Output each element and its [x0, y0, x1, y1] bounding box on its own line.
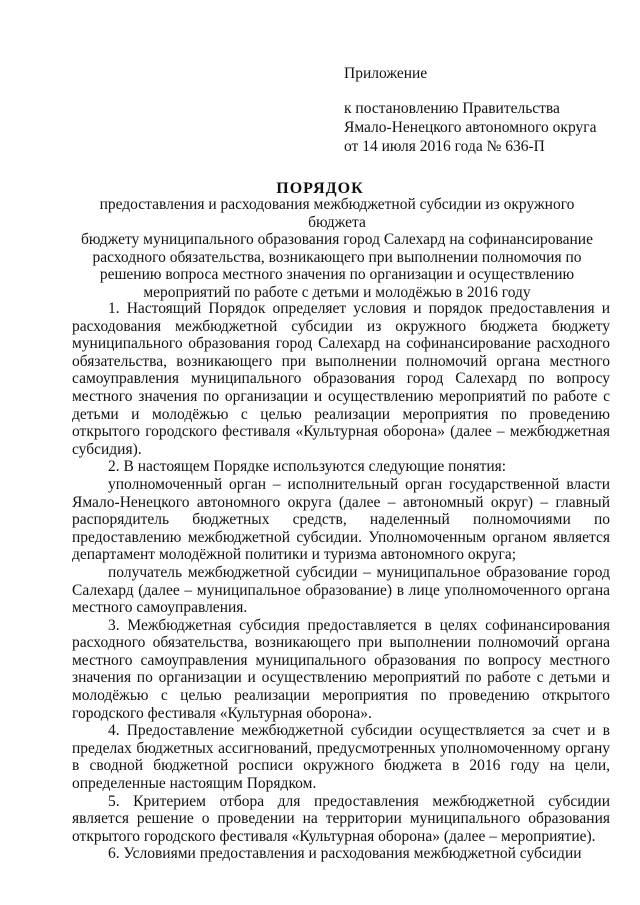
- appendix-region: Ямало-Ненецкого автономного округа: [344, 119, 597, 136]
- document-body: [72, 300, 610, 863]
- appendix-block: [344, 64, 596, 156]
- paragraph-3: 3. Межбюджетная субсидия предоставляется в целях софинансирования расходного обязательства, возникающего при выполнении полномочий органа местного самоуправления муниципального образования по вопросу местного значения по организации и осуществлению мероприятий по работе с детьми и молодёжью с целью реализации мероприятия по проведению открытого городского фестиваля «Культурная оборона».: [72, 616, 610, 722]
- definition-recipient: получатель межбюджетной субсидии – муниципальное образование город Салехард (далее – муниципальное образование) в лице уполномоченного органа местного самоуправления.: [72, 563, 610, 617]
- paragraph-6: 6. Условиями предоставления и расходования межбюджетной субсидии: [108, 845, 582, 863]
- subtitle-line: бюджету муниципального образования город Салехард на софинансирование: [81, 231, 593, 249]
- subtitle-line: решению вопроса местного значения по организации и осуществлению: [99, 266, 575, 284]
- definition-authorized-body: уполномоченный орган – исполнительный орган государственной власти Ямало-Ненецкого автономного округа (далее – автономный округ) – главный распорядитель бюджетных средств, наделенный полномочиями по предоставлению межбюджетной субсидии. Уполномоченным органом является департамент молодёжной политики и туризма автономного округа;: [72, 475, 610, 564]
- subtitle-line: предоставления и расходования межбюджетной субсидии из окружного бюджета: [99, 196, 575, 231]
- paragraph-2: 2. В настоящем Порядке используются следующие понятия:: [108, 458, 507, 476]
- subtitle-line: мероприятий по работе с детьми и молодёжью в 2016 году: [143, 283, 531, 301]
- appendix-heading: Приложение: [344, 65, 428, 82]
- paragraph-5: 5. Критерием отбора для предоставления межбюджетной субсидии является решение о проведении на территории муниципального образования открытого городского фестиваля «Культурная оборона» (далее – мероприятие).: [72, 792, 610, 845]
- document-title: ПОРЯДОК: [276, 180, 364, 197]
- document-subtitle: [72, 196, 602, 302]
- subtitle-line: расходного обязательства, возникающего при выполнении полномочия по: [92, 248, 582, 266]
- appendix-date-number: от 14 июля 2016 года № 636-П: [344, 138, 545, 155]
- paragraph-4: 4. Предоставление межбюджетной субсидии осуществляется за счет и в пределах бюджетных ассигнований, предусмотренных уполномоченному органу в сводной бюджетной росписи окружного бюджета в 2016 году на цели, определенные настоящим Порядком.: [72, 722, 610, 793]
- appendix-reference: к постановлению Правительства: [344, 100, 560, 117]
- paragraph-1: 1. Настоящий Порядок определяет условия и порядок предоставления и расходования межбюджетной субсидии из окружного бюджета бюджету муниципального образования город Салехард на софинансирование расходного обязательства, возникающего при выполнении полномочий органа местного самоуправления муниципального образования город Салехард по вопросу местного значения по организации и осуществлению мероприятий по работе с детьми и молодёжью с целью реализации мероприятия по проведению открытого городского фестиваля «Культурная оборона» (далее – межбюджетная субсидия).: [72, 300, 610, 458]
